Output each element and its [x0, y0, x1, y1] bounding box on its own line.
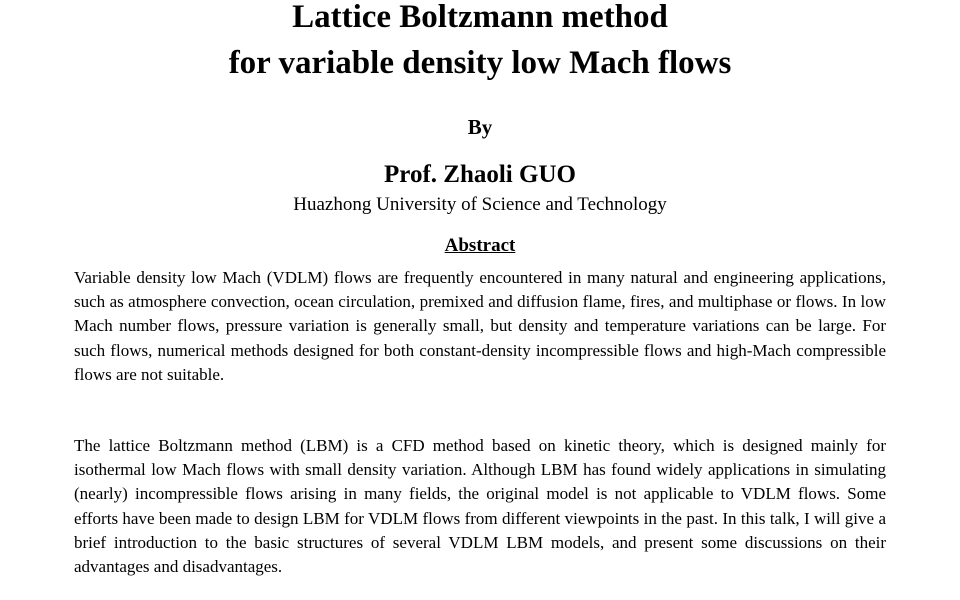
abstract-paragraph: The lattice Boltzmann method (LBM) is a CFD method based on kinetic theory, which is designed mainly for isothermal low Mach flows with small density variation. Although LBM has found widely applications in simulating (nearly) incompressible flows arising in many fields, the original model is not applicable to VDLM flows. Some efforts have been made to design LBM for VDLM flows from different viewpoints in the past. In this talk, I will give a brief introduction to the basic structures of several VDLM LBM models, and present some discussions on their advantages and disadvantages.: [74, 436, 886, 577]
abstract-paragraph: Variable density low Mach (VDLM) flows are frequently encountered in many natural and engineering applications, such as atmosphere convection, ocean circulation, premixed and diffusion flame, fires, and multiphase or flows. In low Mach number flows, pressure variation is generally small, but density and temperature variations can be large. For such flows, numerical methods designed for both constant-density incompressible flows and high-Mach compressible flows are not suitable.: [74, 268, 886, 384]
author-name: Prof. Zhaoli GUO: [384, 161, 576, 188]
byline: By: [467, 115, 493, 139]
abstract-heading: Abstract: [444, 235, 516, 256]
author-affiliation: Huazhong University of Science and Technology: [293, 194, 667, 215]
title-line-1: Lattice Boltzmann method: [292, 0, 668, 35]
title-line-2: for variable density low Mach flows: [228, 45, 732, 81]
